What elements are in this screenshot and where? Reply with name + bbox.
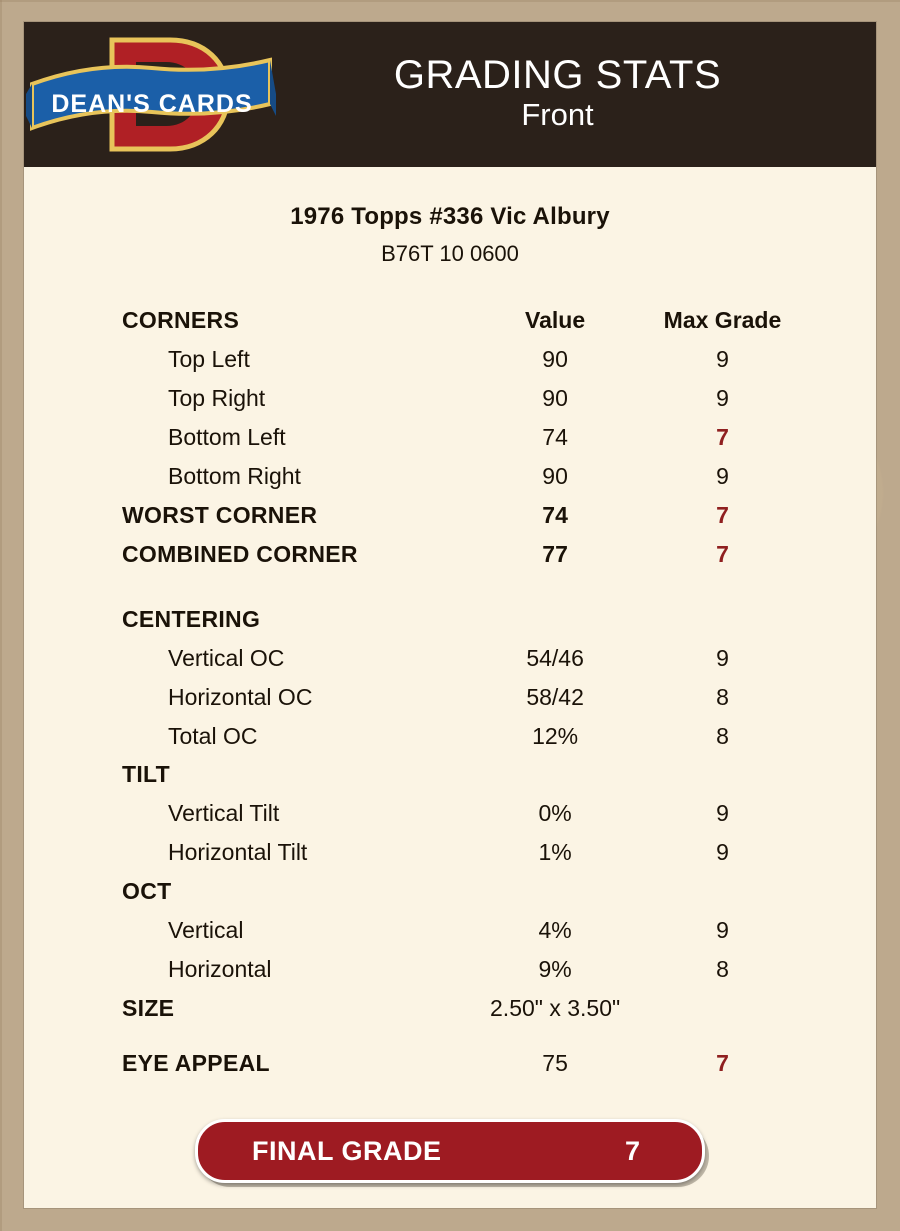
table-row [100, 379, 800, 418]
eye-appeal-heading: EYE APPEAL [122, 1050, 270, 1077]
size-heading: SIZE [122, 995, 175, 1022]
oct-heading: OCT [122, 878, 172, 905]
section-spacer [100, 1028, 800, 1044]
row-value: 58/42 [526, 683, 584, 710]
table-row [100, 639, 800, 678]
eye-appeal-value: 75 [542, 1050, 568, 1077]
oct-section-header [100, 872, 800, 911]
row-grade: 9 [716, 644, 729, 671]
eye-appeal-row [100, 1044, 800, 1083]
centering-section-header [100, 600, 800, 639]
size-row [100, 989, 800, 1028]
row-value: 74 [542, 423, 568, 450]
row-grade: 9 [716, 839, 729, 866]
row-value: 90 [542, 462, 568, 489]
header-titles [279, 54, 876, 135]
table-row [100, 717, 800, 756]
grading-report-page [24, 22, 876, 1208]
row-grade: 8 [716, 956, 729, 983]
tilt-section-header [100, 755, 800, 794]
final-grade-label: FINAL GRADE [252, 1135, 442, 1166]
report-title: GRADING STATS [393, 53, 722, 98]
card-serial: B76T 10 0600 [381, 241, 519, 266]
centering-heading: CENTERING [122, 605, 261, 632]
row-grade: 9 [716, 917, 729, 944]
row-grade: 7 [716, 423, 729, 450]
svg-text:DEAN'S CARDS: DEAN'S CARDS [51, 90, 253, 118]
table-row [100, 911, 800, 950]
table-row [100, 418, 800, 457]
row-value: 74 [542, 501, 568, 528]
row-value: 54/46 [526, 644, 584, 671]
row-grade: 9 [716, 462, 729, 489]
final-grade-banner [195, 1119, 705, 1183]
row-label: Top Left [168, 345, 250, 372]
column-header-max-grade: Max Grade [663, 307, 782, 333]
row-label: Top Right [168, 384, 266, 411]
row-grade: 9 [716, 345, 729, 372]
row-value: 9% [538, 956, 572, 983]
row-value: 1% [538, 839, 572, 866]
grading-stats-table [100, 301, 800, 1083]
row-grade: 7 [716, 540, 729, 567]
report-header [24, 22, 876, 167]
eye-appeal-grade: 7 [716, 1050, 729, 1077]
report-side-label: Front [521, 97, 594, 133]
row-label: Horizontal OC [168, 683, 313, 710]
corners-heading: CORNERS [122, 307, 240, 333]
report-body [24, 167, 876, 1183]
table-row [100, 340, 800, 379]
combined-corner-row [100, 535, 800, 574]
row-value: 0% [538, 800, 572, 827]
tilt-heading: TILT [122, 761, 171, 788]
table-row [100, 950, 800, 989]
row-label: COMBINED CORNER [122, 540, 358, 567]
row-value: 77 [542, 540, 568, 567]
table-row [100, 794, 800, 833]
column-header-value: Value [525, 307, 586, 333]
row-grade: 8 [716, 722, 729, 749]
row-grade: 8 [716, 683, 729, 710]
row-grade: 9 [716, 384, 729, 411]
row-grade: 7 [716, 501, 729, 528]
row-label: Bottom Left [168, 423, 286, 450]
table-row [100, 457, 800, 496]
row-value: 90 [542, 345, 568, 372]
table-row [100, 833, 800, 872]
corners-section-header [100, 301, 800, 340]
row-label: Total OC [168, 722, 258, 749]
row-value: 12% [532, 722, 579, 749]
worst-corner-row [100, 496, 800, 535]
row-label: Vertical OC [168, 644, 285, 671]
final-grade-bar [195, 1119, 705, 1183]
final-grade-value: 7 [624, 1135, 640, 1166]
row-label: Bottom Right [168, 462, 301, 489]
row-value: 4% [538, 917, 572, 944]
table-row [100, 678, 800, 717]
section-spacer [100, 574, 800, 600]
deans-cards-logo [24, 22, 279, 167]
size-value: 2.50" x 3.50" [490, 995, 621, 1022]
row-grade: 9 [716, 800, 729, 827]
row-label: WORST CORNER [122, 501, 318, 528]
row-value: 90 [542, 384, 568, 411]
card-title: 1976 Topps #336 Vic Albury [290, 203, 610, 230]
row-label: Horizontal Tilt [168, 839, 308, 866]
row-label: Vertical Tilt [168, 800, 280, 827]
row-label: Horizontal [168, 956, 272, 983]
row-label: Vertical [168, 917, 244, 944]
